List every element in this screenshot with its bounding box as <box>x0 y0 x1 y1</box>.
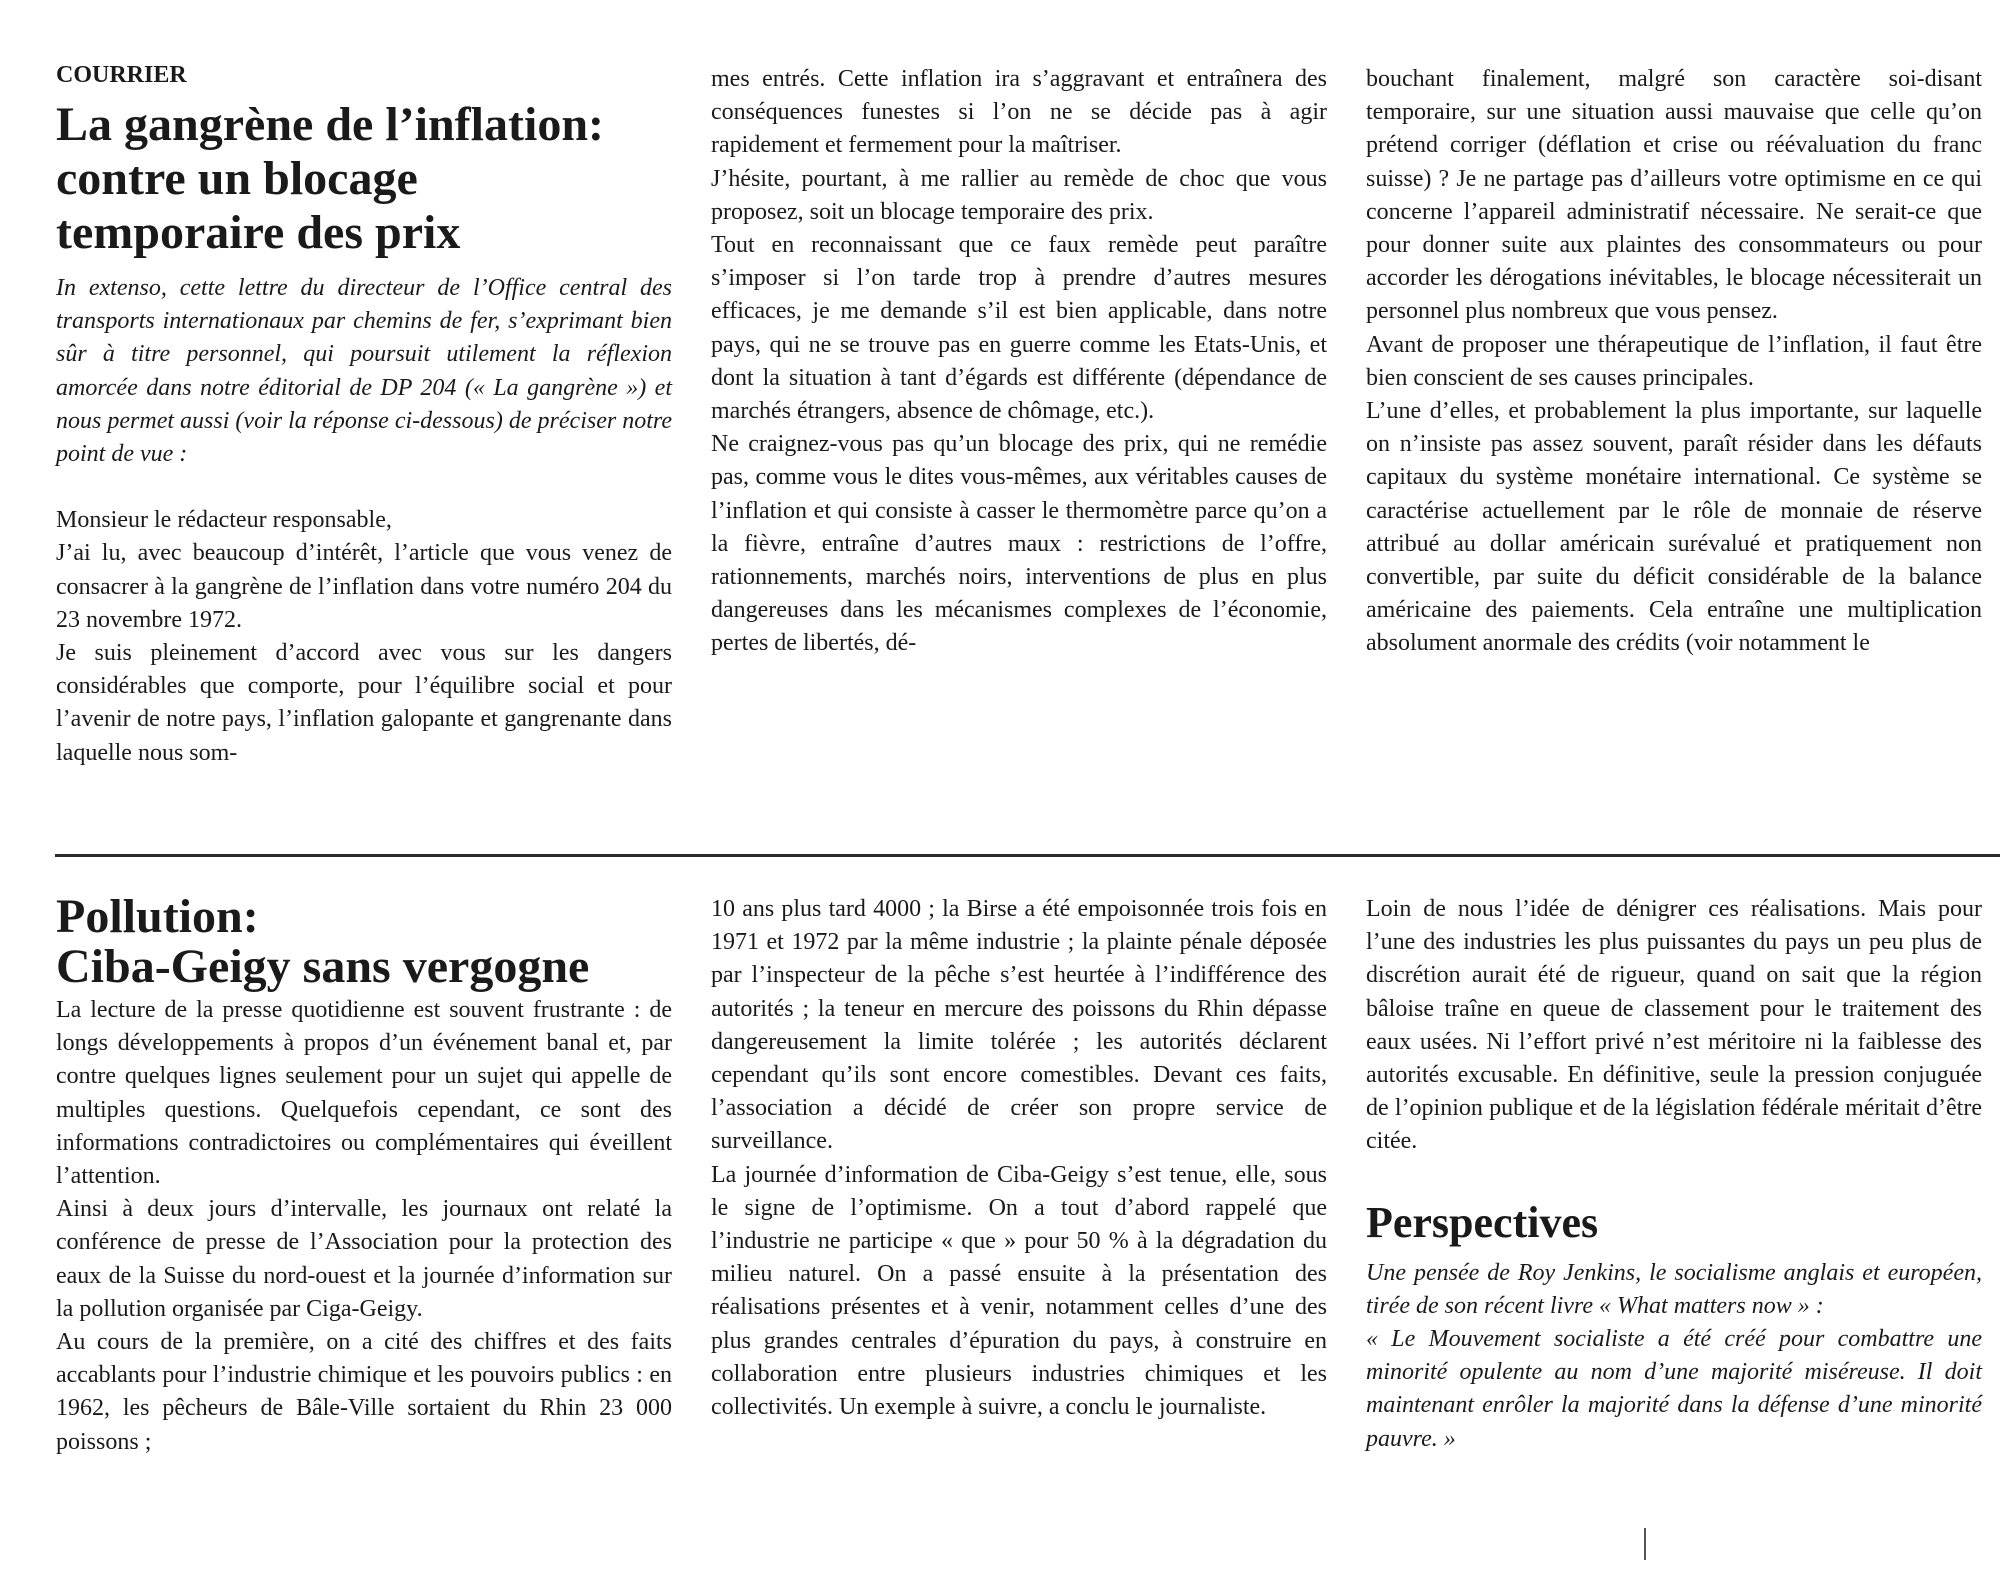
body-paragraph: La journée d’information de Ciba-Geigy s’est tenue, elle, sous le signe de l’optimisme. On a tout d’abord rappelé que l’industrie ne participe « que » pour 50 % à la dégradation du milieu naturel. On a passé ensuite à la présentation des réalisations présentes et à venir, notamment celles d’une des plus grandes centrales d’épuration du pays, à construire en collaboration entre plusieurs industries chimiques et les collectivités. Un exemple à suivre, a conclu le journaliste. <box>711 1161 1327 1421</box>
headline-line: Pollution: <box>56 890 259 943</box>
body-paragraph: Ne craignez-vous pas qu’un blocage des prix, qui ne remédie pas, comme vous le dites vous-mêmes, aux véritables causes de l’inflation et qui consiste à casser le thermomètre parce qu’on a la fièvre, entraîne d’autres maux : restrictions de l’offre, rationnements, marchés noirs, interventions de plus en plus dangereuses dans les mécanismes complexes de l’économie, pertes de libertés, dé- <box>711 431 1327 657</box>
body-paragraph: bouchant finalement, malgré son caractère soi-disant temporaire, sur une situation aussi mauvaise que celle qu’on prétend corriger (déflation et crise ou réévaluation du franc suisse) ? Je ne partage pas d’ailleurs votre optimisme en ce qui concerne l’appareil administratif nécessaire. Ne serait-ce que pour donner suite aux plaintes des consommateurs ou pour accorder les dérogations inévitables, le blocage nécessiterait un personnel plus nombreux que vous pensez. <box>1366 66 1982 325</box>
headline-line: temporaire des prix <box>56 206 461 259</box>
perspectives-intro: Une pensée de Roy Jenkins, le socialisme anglais et européen, tirée de son récent livre « What matters now » : <box>1366 1259 1982 1319</box>
body-paragraph: 10 ans plus tard 4000 ; la Birse a été empoisonnée trois fois en 1971 et 1972 par la même industrie ; la plainte pénale déposée par l’inspecteur de la pêche s’est heurtée à l’indifférence des autorités ; la teneur en mercure des poissons du Rhin dépasse dangereusement la limite tolérée ; les autorités déclarent cependant qu’ils sont encore comestibles. Devant ces faits, l’association a décidé de créer son propre service de surveillance. <box>711 896 1327 1155</box>
body-paragraph: Je suis pleinement d’accord avec vous sur les dangers considérables que comporte, pour l’équilibre social et pour l’avenir de notre pays, l’inflation galopante et gangrenante dans laquelle nous som- <box>56 640 672 766</box>
body-paragraph: L’une d’elles, et probablement la plus importante, sur laquelle on n’insiste pas assez souvent, paraît résider dans les défauts capitaux du système monétaire international. Ce système se caractérise actuellement par le rôle de monnaie de réserve attribué au dollar américain surévalué et pratiquement non convertible, par suite du déficit considérable de la balance américaine des paiements. Cela entraîne une multiplication absolument anormale des crédits (voir notamment le <box>1366 398 1982 657</box>
top-column-1 <box>56 60 672 770</box>
body-paragraph: Au cours de la première, on a cité des chiffres et des faits accablants pour l’industrie chimique et les pouvoirs publics : en 1962, les pêcheurs de Bâle-Ville sortaient du Rhin 23 000 poissons ; <box>56 1329 672 1455</box>
body-paragraph: J’ai lu, avec beaucoup d’intérêt, l’article que vous venez de consacrer à la gangrène de l’inflation dans votre numéro 204 du 23 novembre 1972. <box>56 540 672 633</box>
top-column-2 <box>711 63 1327 661</box>
article-headline <box>56 892 672 992</box>
section-divider <box>55 854 2000 857</box>
section-kicker: COURRIER <box>56 62 187 88</box>
top-column-3 <box>1366 63 1982 661</box>
body-paragraph: Loin de nous l’idée de dénigrer ces réalisations. Mais pour l’une des industries les plus puissantes du pays un peu plus de discrétion aurait été de rigueur, quand on sait que la région bâloise traîne en queue de classement pour le traitement des eaux usées. Ni l’effort privé n’est méritoire ni la faiblesse des autorités excusable. En définitive, seule la pression conjuguée de l’opinion publique et de la législation fédérale méritait d’être citée. <box>1366 896 1982 1155</box>
body-paragraph: Avant de proposer une thérapeutique de l’inflation, il faut être bien conscient de ses causes principales. <box>1366 331 1982 391</box>
salutation: Monsieur le rédacteur responsable, <box>56 507 392 534</box>
bottom-column-1 <box>56 892 672 1459</box>
headline-line: contre un blocage <box>56 152 418 205</box>
perspectives-title: Perspectives <box>1366 1197 1599 1247</box>
body-paragraph: Ainsi à deux jours d’intervalle, les journaux ont relaté la conférence de presse de l’Association pour la protection des eaux de la Suisse du nord-ouest et la journée d’information sur la pollution organisée par Ciga-Geigy. <box>56 1196 672 1322</box>
headline-line: La gangrène de l’inflation: <box>56 98 604 151</box>
bottom-column-3 <box>1366 893 1982 1456</box>
intro-paragraph: In extenso, cette lettre du directeur de l’Office central des transports internationaux par chemins de fer, s’exprimant bien sûr à titre personnel, qui poursuit utilement la réflexion amorcée dans notre éditorial de DP 204 (« La gangrène ») et nous permet aussi (voir la réponse ci-dessous) de préciser notre point de vue : <box>56 275 672 468</box>
body-paragraph: La lecture de la presse quotidienne est souvent frustrante : de longs développements à propos d’un événement banal et, par contre quelques lignes seulement pour un sujet qui appelle de multiples questions. Quelquefois cependant, ce sont des informations contradictoires ou complémentaires qui éveillent l’attention. <box>56 997 672 1190</box>
headline-line: Ciba-Geigy sans vergogne <box>56 940 590 993</box>
body-paragraph: Tout en reconnaissant que ce faux remède peut paraître s’imposer si l’on tarde trop à prendre d’autres mesures efficaces, je me demande s’il est bien applicable, dans notre pays, qui ne se trouve pas en guerre comme les Etats-Unis, et dont la situation à tant d’égards est différente (dépendance de marchés étrangers, absence de chômage, etc.). <box>711 232 1327 425</box>
article-headline <box>56 98 672 260</box>
body-paragraph: J’hésite, pourtant, à me rallier au remède de choc que vous proposez, soit un blocage temporaire des prix. <box>711 165 1327 225</box>
bottom-column-2 <box>711 893 1327 1424</box>
perspectives-quote: « Le Mouvement socialiste a été créé pour combattre une minorité opulente au nom d’une majorité miséreuse. Il doit maintenant enrôler la majorité dans la défense d’une minorité pauvre. » <box>1366 1326 1982 1452</box>
body-paragraph: mes entrés. Cette inflation ira s’aggravant et entraînera des conséquences funestes si l’on ne se décide pas à agir rapidement et fermement pour la maîtriser. <box>711 66 1327 159</box>
page-mark <box>1644 1528 1646 1560</box>
